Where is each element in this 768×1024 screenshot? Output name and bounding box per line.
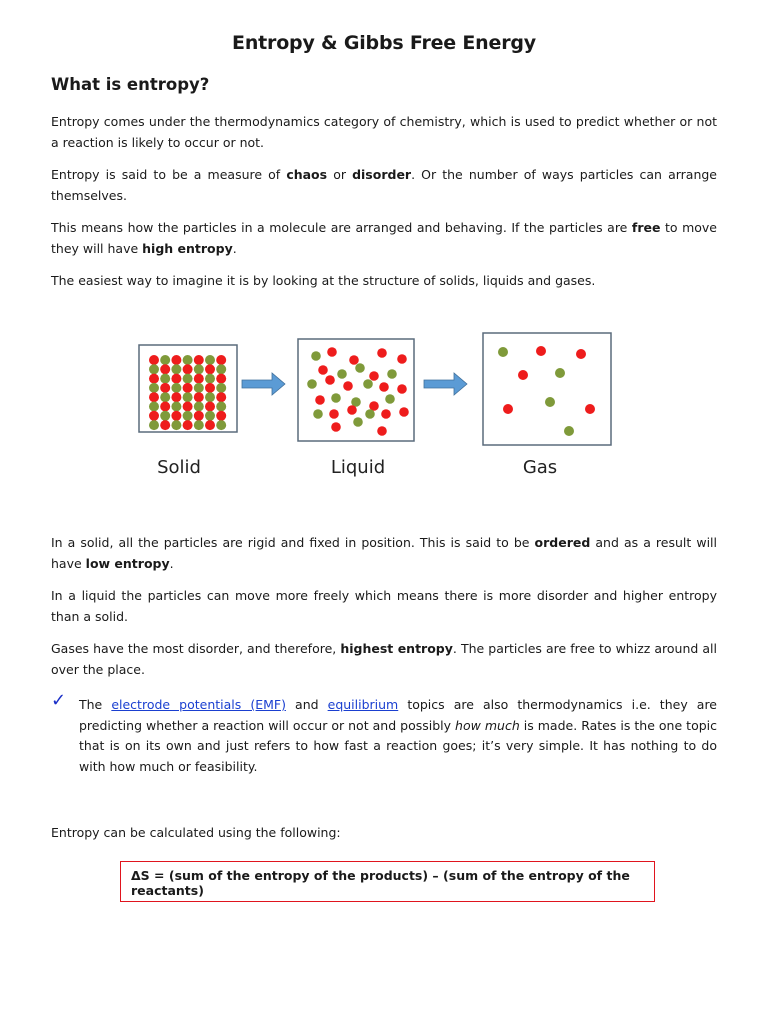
particle bbox=[216, 411, 226, 421]
particle bbox=[216, 355, 226, 365]
checkmark-icon: ✓ bbox=[51, 690, 67, 711]
bold-high-entropy: high entropy bbox=[142, 241, 233, 256]
text: . bbox=[169, 556, 174, 571]
text: Entropy is said to be a measure of bbox=[51, 167, 287, 182]
particle bbox=[399, 407, 409, 417]
particle bbox=[183, 392, 193, 402]
arrow-icon bbox=[242, 373, 285, 395]
particle bbox=[498, 347, 508, 357]
bold-free: free bbox=[631, 220, 661, 235]
section-heading: What is entropy? bbox=[51, 75, 210, 94]
particle bbox=[171, 411, 181, 421]
particle bbox=[194, 392, 204, 402]
particle bbox=[171, 420, 181, 430]
paragraph-chaos bbox=[51, 164, 717, 206]
page-title: Entropy & Gibbs Free Energy bbox=[232, 32, 536, 54]
paragraph-calculation: Entropy can be calculated using the following: bbox=[51, 825, 341, 840]
particle bbox=[216, 420, 226, 430]
particle bbox=[160, 374, 170, 384]
particle bbox=[385, 394, 395, 404]
particle bbox=[171, 383, 181, 393]
particle bbox=[149, 402, 159, 412]
particle bbox=[355, 363, 365, 373]
formula-box bbox=[120, 861, 655, 902]
text: . The particles are free to whizz around all over the place. bbox=[51, 641, 718, 677]
particle bbox=[343, 381, 353, 391]
particle bbox=[347, 405, 357, 415]
text: to move they will have bbox=[51, 220, 717, 256]
particle bbox=[349, 355, 359, 365]
particle bbox=[149, 364, 159, 374]
paragraph-intro: Entropy comes under the thermodynamics category of chemistry, which is used to predict whether or not a reaction is likely to occur or not. bbox=[51, 114, 717, 150]
particle bbox=[397, 354, 407, 364]
particle bbox=[381, 409, 391, 419]
particle bbox=[369, 371, 379, 381]
particle bbox=[387, 369, 397, 379]
particle bbox=[397, 384, 407, 394]
particle bbox=[194, 420, 204, 430]
particle bbox=[363, 379, 373, 389]
particle bbox=[160, 411, 170, 421]
particle bbox=[149, 420, 159, 430]
arrow-icon bbox=[424, 373, 467, 395]
particle bbox=[307, 379, 317, 389]
particle bbox=[216, 392, 226, 402]
particle bbox=[216, 364, 226, 374]
italic-how-much: how much bbox=[455, 717, 520, 733]
particle bbox=[216, 383, 226, 393]
text: topics are also thermodynamics i.e. they are predicting whether a reaction will occur or not and possibly bbox=[79, 697, 718, 733]
particle bbox=[205, 355, 215, 365]
bold-disorder: disorder bbox=[352, 167, 412, 182]
liquid-box bbox=[298, 339, 414, 441]
particle bbox=[545, 397, 555, 407]
text: The bbox=[79, 697, 112, 712]
particle bbox=[205, 420, 215, 430]
text: is made. Rates is the one topic that is on its own and just refers to how fast a reaction goes; it’s very simple. It has nothing to do with how much or feasibility. bbox=[79, 717, 718, 774]
particle bbox=[377, 348, 387, 358]
particle bbox=[194, 364, 204, 374]
particle bbox=[183, 411, 193, 421]
text: . Or the number of ways particles can arrange themselves. bbox=[51, 167, 717, 203]
particle bbox=[564, 426, 574, 436]
particle bbox=[518, 370, 528, 380]
particle bbox=[503, 404, 513, 414]
particle bbox=[216, 374, 226, 384]
particle bbox=[171, 374, 181, 384]
label-liquid: Liquid bbox=[330, 457, 386, 478]
particle bbox=[160, 364, 170, 374]
particle bbox=[205, 364, 215, 374]
particle bbox=[337, 369, 347, 379]
note-paragraph bbox=[79, 695, 717, 777]
paragraph-imagine: The easiest way to imagine it is by looking at the structure of solids, liquids and gases. bbox=[51, 273, 596, 288]
particle bbox=[149, 411, 159, 421]
particle bbox=[160, 420, 170, 430]
gas-box bbox=[483, 333, 611, 445]
text: Gases have the most disorder, and therefore, bbox=[51, 641, 341, 656]
particle bbox=[205, 392, 215, 402]
particle bbox=[325, 375, 335, 385]
particle bbox=[183, 420, 193, 430]
particle bbox=[149, 383, 159, 393]
bold-low-entropy: low entropy bbox=[85, 556, 170, 571]
particle bbox=[194, 402, 204, 412]
particle bbox=[331, 393, 341, 403]
paragraph-gas bbox=[51, 638, 717, 680]
particle bbox=[205, 402, 215, 412]
particle bbox=[327, 347, 337, 357]
text: This means how the particles in a molecule are arranged and behaving. If the particles are bbox=[51, 220, 632, 235]
particle bbox=[585, 404, 595, 414]
particle bbox=[353, 417, 363, 427]
label-solid: Solid bbox=[157, 457, 201, 478]
link-equilibrium[interactable]: equilibrium bbox=[327, 697, 399, 712]
particle bbox=[149, 392, 159, 402]
paragraph-free bbox=[51, 217, 717, 259]
particle bbox=[194, 383, 204, 393]
particle bbox=[171, 402, 181, 412]
particle bbox=[149, 374, 159, 384]
text: . bbox=[232, 241, 237, 256]
particle bbox=[194, 374, 204, 384]
particle bbox=[183, 355, 193, 365]
label-gas: Gas bbox=[522, 457, 558, 478]
particle bbox=[194, 411, 204, 421]
paragraph-solid bbox=[51, 532, 717, 574]
particle bbox=[216, 402, 226, 412]
particle bbox=[149, 355, 159, 365]
text: or bbox=[327, 167, 353, 182]
particle bbox=[183, 402, 193, 412]
particle bbox=[183, 383, 193, 393]
bold-chaos: chaos bbox=[286, 167, 328, 182]
bold-highest-entropy: highest entropy bbox=[340, 641, 453, 656]
particle bbox=[171, 364, 181, 374]
entropy-formula: ΔS = (sum of the entropy of the products) – (sum of the entropy of the reactants) bbox=[131, 868, 630, 898]
particle bbox=[160, 402, 170, 412]
particle bbox=[379, 382, 389, 392]
particle bbox=[183, 364, 193, 374]
particle bbox=[311, 351, 321, 361]
particle bbox=[160, 392, 170, 402]
particle bbox=[318, 365, 328, 375]
text: and bbox=[285, 697, 328, 712]
text: and as a result will have bbox=[51, 535, 717, 571]
particle bbox=[377, 426, 387, 436]
particle bbox=[160, 383, 170, 393]
particle bbox=[555, 368, 565, 378]
link-electrode-potentials[interactable]: electrode potentials (EMF) bbox=[111, 697, 286, 712]
particle bbox=[205, 383, 215, 393]
text: In a solid, all the particles are rigid and fixed in position. This is said to be bbox=[51, 535, 535, 550]
particle bbox=[536, 346, 546, 356]
paragraph-liquid: In a liquid the particles can move more freely which means there is more disorder and higher entropy than a solid. bbox=[51, 588, 717, 624]
particle bbox=[315, 395, 325, 405]
particle bbox=[205, 411, 215, 421]
particle bbox=[183, 374, 193, 384]
bold-ordered: ordered bbox=[534, 535, 591, 550]
particle bbox=[576, 349, 586, 359]
particle bbox=[171, 392, 181, 402]
particle bbox=[331, 422, 341, 432]
particle bbox=[329, 409, 339, 419]
particle bbox=[160, 355, 170, 365]
particle bbox=[171, 355, 181, 365]
states-of-matter-figure bbox=[130, 328, 630, 488]
particle bbox=[365, 409, 375, 419]
solid-box bbox=[139, 345, 237, 432]
particle bbox=[205, 374, 215, 384]
particle bbox=[313, 409, 323, 419]
particle bbox=[194, 355, 204, 365]
